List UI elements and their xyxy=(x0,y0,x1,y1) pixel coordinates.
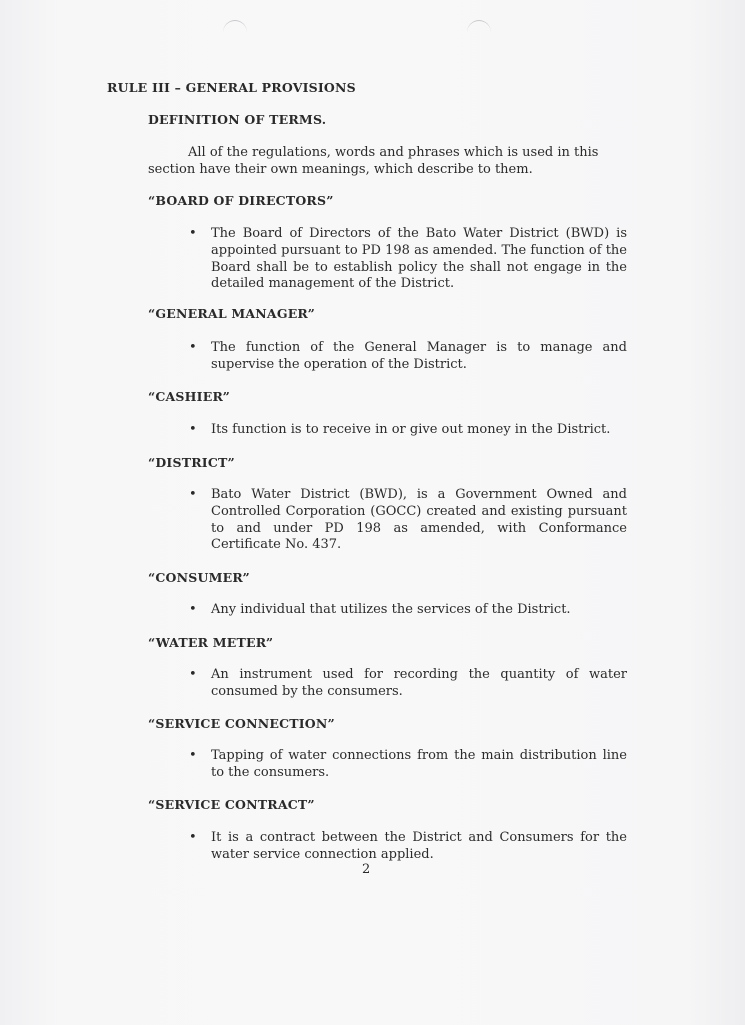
bullet-icon: • xyxy=(189,226,197,241)
definition-item xyxy=(189,830,627,864)
definition-item xyxy=(189,667,627,701)
punch-hole-right xyxy=(467,20,491,45)
bullet-icon: • xyxy=(189,602,197,617)
intro-paragraph: All of the regulations, words and phrases which is used in this section have their own meanings, which describe to them. xyxy=(148,145,599,177)
bullet-icon: • xyxy=(189,487,197,502)
bullet-icon: • xyxy=(189,667,197,682)
definition-text: The Board of Directors of the Bato Water District (BWD) is appointed pursuant to PD 198 as amended. The function of the Board shall be to establish policy the shall not engage in the detailed management of the District. xyxy=(211,226,627,292)
bullet-icon: • xyxy=(189,422,197,437)
bullet-icon: • xyxy=(189,748,197,763)
rule-heading: RULE III – GENERAL PROVISIONS xyxy=(107,80,356,95)
definition-item xyxy=(189,748,627,782)
definition-item xyxy=(189,226,627,293)
term-cashier: “CASHIER” xyxy=(148,389,230,404)
term-consumer: “CONSUMER” xyxy=(148,570,250,585)
definition-text: Its function is to receive in or give out money in the District. xyxy=(211,422,611,437)
term-water-meter: “WATER METER” xyxy=(148,635,274,650)
punch-hole-left xyxy=(223,20,247,45)
term-service-contract: “SERVICE CONTRACT” xyxy=(148,797,315,812)
definition-item xyxy=(189,422,627,439)
definition-text: Bato Water District (BWD), is a Government Owned and Controlled Corporation (GOCC) created and existing pursuant to and under PD 198 as amended, with Conformance Certificate No. 437. xyxy=(211,487,627,553)
definition-text: It is a contract between the District and Consumers for the water service connection applied. xyxy=(211,830,627,862)
definition-text: Any individual that utilizes the services of the District. xyxy=(211,602,571,617)
definition-item xyxy=(189,487,627,554)
page-number: 2 xyxy=(362,862,371,877)
definition-text: Tapping of water connections from the main distribution line to the consumers. xyxy=(211,748,627,780)
definition-item xyxy=(189,340,627,374)
term-service-connection: “SERVICE CONNECTION” xyxy=(148,716,335,731)
term-general-manager: “GENERAL MANAGER” xyxy=(148,306,315,321)
definition-item xyxy=(189,602,627,619)
definition-subheading: DEFINITION OF TERMS. xyxy=(148,112,327,127)
definition-text: The function of the General Manager is to manage and supervise the operation of the District. xyxy=(211,340,627,372)
bullet-icon: • xyxy=(189,340,197,355)
term-board-of-directors: “BOARD OF DIRECTORS” xyxy=(148,193,334,208)
definition-text: An instrument used for recording the quantity of water consumed by the consumers. xyxy=(211,667,627,699)
term-district: “DISTRICT” xyxy=(148,455,235,470)
bullet-icon: • xyxy=(189,830,197,845)
